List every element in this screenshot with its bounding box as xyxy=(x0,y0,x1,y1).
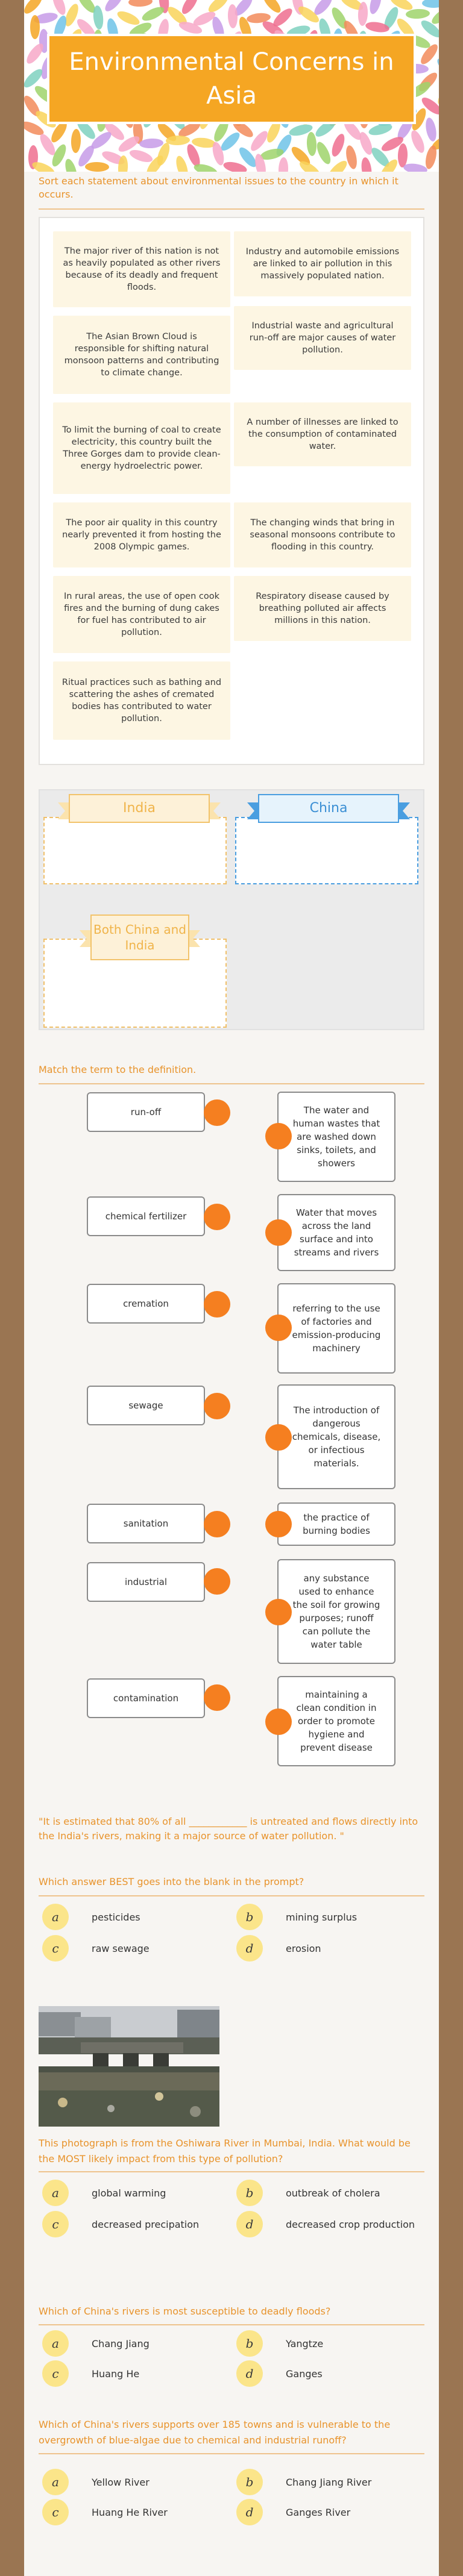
match-term[interactable]: industrial xyxy=(87,1562,205,1602)
option-letter: d xyxy=(236,1935,263,1962)
question-text: Which of China's rivers is most susceptible to deadly floods? xyxy=(39,2306,331,2317)
option-letter: b xyxy=(236,1904,263,1930)
answer-option[interactable] xyxy=(42,2212,199,2236)
leaf-icon xyxy=(406,8,430,19)
match-definition[interactable]: The water and human wastes that are washed down sinks, toilets, and showers xyxy=(277,1092,395,1182)
definition-connector-dot[interactable] xyxy=(265,1599,292,1625)
answer-option[interactable] xyxy=(42,1936,150,1960)
leaf-icon xyxy=(368,122,394,137)
sort-card[interactable]: The Asian Brown Cloud is responsible for shifting natural monsoon patterns and contributing to climate change. xyxy=(53,316,230,394)
option-text: decreased crop production xyxy=(286,2218,415,2230)
term-connector-dot[interactable] xyxy=(204,1099,230,1126)
question-text: Which of China's rivers supports over 185 towns and is vulnerable to the overgrowth of blue-algae due to chemical and industrial runoff? xyxy=(39,2419,391,2446)
match-definition[interactable]: the practice of burning bodies xyxy=(277,1502,395,1546)
leaf-icon xyxy=(128,0,153,7)
term-connector-dot[interactable] xyxy=(204,1511,230,1537)
infographic-page xyxy=(24,0,439,2576)
divider xyxy=(39,1083,424,1084)
answer-option[interactable] xyxy=(236,2212,415,2236)
match-term[interactable]: sanitation xyxy=(87,1504,205,1543)
option-letter: c xyxy=(42,1935,69,1962)
match-instruction: Match the term to the definition. xyxy=(39,1064,197,1075)
option-text: Ganges xyxy=(286,2368,323,2380)
leaf-icon xyxy=(368,0,383,15)
definition-connector-dot[interactable] xyxy=(265,1315,292,1341)
match-definition[interactable]: The introduction of dangerous chemicals, disease, or infectious materials. xyxy=(277,1384,395,1489)
option-text: pesticides xyxy=(92,1911,140,1923)
option-letter: a xyxy=(42,2180,69,2206)
answer-option[interactable] xyxy=(236,2500,350,2524)
leaf-icon xyxy=(139,138,163,149)
answer-option[interactable] xyxy=(236,2470,371,2494)
term-connector-dot[interactable] xyxy=(204,1291,230,1318)
zone-label-both: Both China and India xyxy=(90,914,189,960)
leaf-icon xyxy=(92,5,104,30)
leaf-icon xyxy=(71,129,81,154)
leaf-icon xyxy=(421,0,439,8)
answer-option[interactable] xyxy=(236,2362,323,2386)
divider xyxy=(39,2171,424,2172)
sort-card[interactable]: A number of illnesses are linked to the consumption of contaminated water. xyxy=(234,402,411,466)
option-text: raw sewage xyxy=(92,1942,150,1954)
answer-option[interactable] xyxy=(42,1905,140,1929)
quiz-prompt: "It is estimated that 80% of all ____________ is untreated and flows directly into the India's rivers, making it a major source of water pollution. " xyxy=(39,1816,418,1842)
divider xyxy=(39,1895,424,1896)
option-text: outbreak of cholera xyxy=(286,2187,380,2199)
leaf-icon xyxy=(424,117,438,142)
sort-instruction: Sort each statement about environmental issues to the country in which it occurs. xyxy=(39,175,398,200)
answer-option[interactable] xyxy=(236,1905,357,1929)
option-text: global warming xyxy=(92,2187,166,2199)
option-text: Chang Jiang xyxy=(92,2337,150,2349)
answer-option[interactable] xyxy=(236,1936,321,1960)
answer-option[interactable] xyxy=(42,2500,168,2524)
option-letter: d xyxy=(236,2360,263,2387)
option-letter: a xyxy=(42,2330,69,2357)
sort-card[interactable]: Industrial waste and agricultural run-off are major causes of water pollution. xyxy=(234,306,411,370)
match-definition[interactable]: any substance used to enhance the soil for growing purposes; runoff can pollute the water table xyxy=(277,1559,395,1664)
polluted-river-image xyxy=(39,2006,219,2127)
definition-connector-dot[interactable] xyxy=(265,1511,292,1537)
match-term[interactable]: chemical fertilizer xyxy=(87,1196,205,1236)
sort-card[interactable]: The poor air quality in this country nearly prevented it from hosting the 2008 Olympic games. xyxy=(53,502,230,567)
leaf-icon xyxy=(409,128,427,154)
definition-connector-dot[interactable] xyxy=(265,1219,292,1246)
dropzone-india[interactable] xyxy=(43,817,227,884)
option-text: decreased precipation xyxy=(92,2218,200,2230)
header-banner xyxy=(24,0,439,172)
answer-option[interactable] xyxy=(42,2331,150,2356)
match-definition[interactable]: referring to the use of factories and emission-producing machinery xyxy=(277,1283,395,1374)
leaf-icon xyxy=(85,161,109,172)
answer-option[interactable] xyxy=(236,2181,380,2205)
ribbon-both xyxy=(80,914,200,960)
term-connector-dot[interactable] xyxy=(204,1204,230,1230)
option-letter: b xyxy=(236,2180,263,2206)
question-text: Which answer BEST goes into the blank in the prompt? xyxy=(39,1876,304,1887)
leaf-icon xyxy=(174,154,190,172)
answer-option[interactable] xyxy=(236,2331,323,2356)
option-text: Huang He xyxy=(92,2368,140,2380)
match-term[interactable]: run-off xyxy=(87,1092,205,1132)
dropzone-china[interactable] xyxy=(235,817,418,884)
term-connector-dot[interactable] xyxy=(204,1393,230,1419)
option-letter: b xyxy=(236,2330,263,2357)
option-letter: a xyxy=(42,1904,69,1930)
sort-cards-panel xyxy=(39,217,424,765)
option-letter: c xyxy=(42,2211,69,2237)
leaf-icon xyxy=(329,132,347,158)
option-text: Ganges River xyxy=(286,2506,351,2518)
answer-option[interactable] xyxy=(42,2362,139,2386)
leaf-icon xyxy=(222,160,248,172)
definition-connector-dot[interactable] xyxy=(265,1708,292,1735)
option-text: Huang He River xyxy=(92,2506,168,2518)
divider xyxy=(39,208,424,210)
match-term[interactable]: cremation xyxy=(87,1284,205,1324)
river-photograph xyxy=(39,2006,219,2127)
divider xyxy=(39,2453,424,2454)
zone-label-india: India xyxy=(69,794,210,823)
sort-card[interactable]: Respiratory disease caused by breathing polluted air affects millions in this nation. xyxy=(234,576,411,641)
sort-card[interactable]: Ritual practices such as bathing and scattering the ashes of cremated bodies has contributed to water pollution. xyxy=(53,661,230,740)
sort-card[interactable]: To limit the burning of coal to create electricity, this country built the Three Gorges dam to provide clean-energy hydroelectric power. xyxy=(53,402,230,494)
title-box xyxy=(47,34,416,124)
page-title: Environmental Concerns in Asia xyxy=(69,48,394,110)
option-text: Yangtze xyxy=(286,2337,324,2349)
leaf-icon xyxy=(128,148,154,164)
option-letter: c xyxy=(42,2360,69,2387)
option-letter: c xyxy=(42,2499,69,2525)
ribbon-china xyxy=(247,794,410,823)
match-term[interactable]: sewage xyxy=(87,1386,205,1425)
sort-zones-panel xyxy=(39,789,424,1030)
zone-label-china: China xyxy=(258,794,399,823)
answer-option[interactable] xyxy=(42,2181,166,2205)
option-letter: d xyxy=(236,2211,263,2237)
match-definition[interactable]: maintaining a clean condition in order to promote hygiene and prevent disease xyxy=(277,1676,395,1766)
leaf-icon xyxy=(360,157,373,172)
leaf-icon xyxy=(30,15,40,39)
option-text: mining surplus xyxy=(286,1911,357,1923)
option-text: Chang Jiang River xyxy=(286,2476,372,2488)
sort-card[interactable]: The major river of this nation is not as heavily populated as other rivers because of its deadly and frequent floods. xyxy=(53,231,230,307)
match-term[interactable]: contamination xyxy=(87,1678,205,1718)
question-text: This photograph is from the Oshiwara River in Mumbai, India. What would be the MOST likely impact from this type of pollution? xyxy=(39,2137,411,2165)
option-text: erosion xyxy=(286,1942,321,1954)
leaf-icon xyxy=(116,8,142,27)
option-letter: a xyxy=(42,2469,69,2495)
leaf-icon xyxy=(279,157,289,172)
divider xyxy=(39,2324,424,2325)
option-letter: b xyxy=(236,2469,263,2495)
sort-card[interactable]: The changing winds that bring in seasonal monsoons contribute to flooding in this country. xyxy=(234,502,411,567)
leaf-icon xyxy=(63,157,79,172)
leaf-icon xyxy=(315,140,333,166)
leaf-icon xyxy=(403,162,429,172)
definition-connector-dot[interactable] xyxy=(265,1123,292,1149)
sort-card[interactable]: In rural areas, the use of open cook fires and the burning of dung cakes for fuel has contributed to air pollution. xyxy=(53,576,230,653)
match-definition[interactable]: Water that moves across the land surface and into streams and rivers xyxy=(277,1194,395,1271)
term-connector-dot[interactable] xyxy=(204,1568,230,1595)
leaf-icon xyxy=(423,145,438,170)
option-letter: d xyxy=(236,2499,263,2525)
definition-connector-dot[interactable] xyxy=(265,1424,292,1451)
option-text: Yellow River xyxy=(92,2476,150,2488)
ribbon-india xyxy=(58,794,221,823)
sort-card[interactable]: Industry and automobile emissions are linked to air pollution in this massively populated nation. xyxy=(234,231,411,296)
answer-option[interactable] xyxy=(42,2470,150,2494)
term-connector-dot[interactable] xyxy=(204,1684,230,1711)
